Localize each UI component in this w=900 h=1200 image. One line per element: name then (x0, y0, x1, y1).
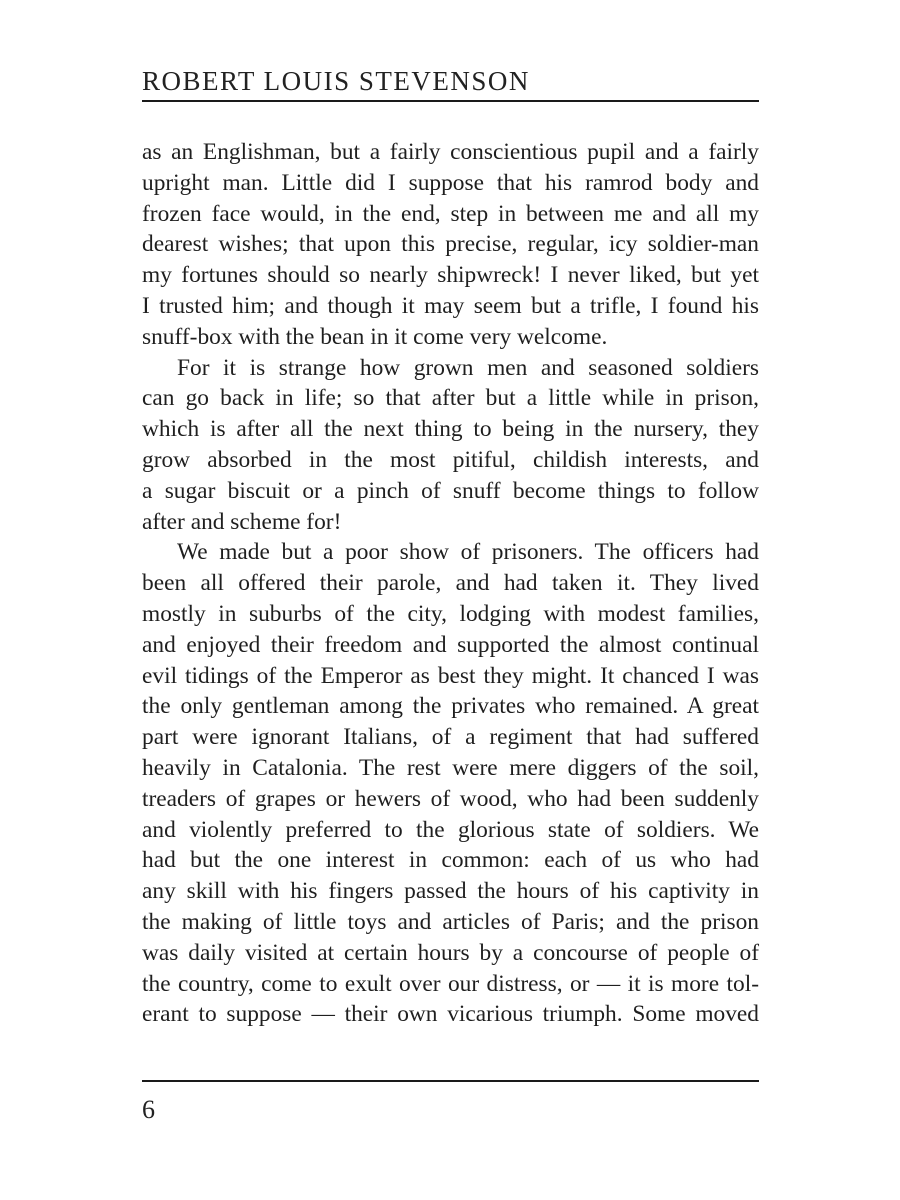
text-line: had but the one interest in common: each of us who had (142, 847, 759, 874)
text-line: my fortunes should so nearly shipwreck! I never liked, but yet (142, 262, 759, 289)
text-line: erant to suppose — their own vicarious triumph. Some moved (142, 1001, 759, 1028)
book-page (142, 0, 759, 1200)
text-line: snuff-box with the bean in it come very welcome. (142, 323, 608, 350)
text-line: I trusted him; and though it may seem but a trifle, I found his (142, 292, 759, 319)
text-line: can go back in life; so that after but a little while in prison, (142, 385, 759, 412)
text-line: the making of little toys and articles of Paris; and the prison (142, 908, 759, 935)
text-line: grow absorbed in the most pitiful, childish interests, and (142, 446, 759, 473)
text-line: as an Englishman, but a fairly conscientious pupil and a fairly (142, 139, 759, 165)
text-line: For it is strange how grown men and seasoned soldiers (177, 354, 759, 381)
text-line: was daily visited at certain hours by a concourse of people of (142, 939, 759, 966)
text-line: dearest wishes; that upon this precise, regular, icy soldier-man (142, 231, 759, 258)
text-line: heavily in Catalonia. The rest were mere diggers of the soil, (142, 754, 759, 781)
paragraph (142, 537, 759, 1030)
text-line: the only gentleman among the privates who remained. A great (142, 693, 759, 720)
text-line: We made but a poor show of prisoners. The officers had (177, 539, 759, 566)
body-text (142, 137, 759, 1030)
running-head: ROBERT LOUIS STEVENSON (142, 66, 530, 96)
text-line: and enjoyed their freedom and supported the almost continual (142, 631, 759, 658)
text-line: after and scheme for! (142, 508, 342, 535)
text-line: upright man. Little did I suppose that his ramrod body and (142, 169, 759, 196)
text-line: treaders of grapes or hewers of wood, who had been suddenly (142, 785, 759, 812)
footer-rule (142, 1080, 759, 1082)
text-line: a sugar biscuit or a pinch of snuff become things to follow (142, 477, 759, 504)
text-line: part were ignorant Italians, of a regiment that had suffered (142, 724, 759, 751)
paragraph (142, 353, 759, 538)
text-line: evil tidings of the Emperor as best they might. It chanced I was (142, 662, 759, 689)
paragraph (142, 137, 759, 353)
text-line: the country, come to exult over our distress, or — it is more tol- (142, 970, 759, 997)
page-number: 6 (142, 1095, 155, 1124)
text-line: frozen face would, in the end, step in between me and all my (142, 200, 759, 227)
text-line: which is after all the next thing to being in the nursery, they (142, 416, 759, 443)
header-rule (142, 100, 759, 102)
text-line: any skill with his fingers passed the hours of his captivity in (142, 878, 759, 905)
text-line: been all offered their parole, and had taken it. They lived (142, 570, 759, 597)
text-line: mostly in suburbs of the city, lodging with modest families, (142, 600, 759, 627)
text-line: and violently preferred to the glorious state of soldiers. We (142, 816, 759, 843)
